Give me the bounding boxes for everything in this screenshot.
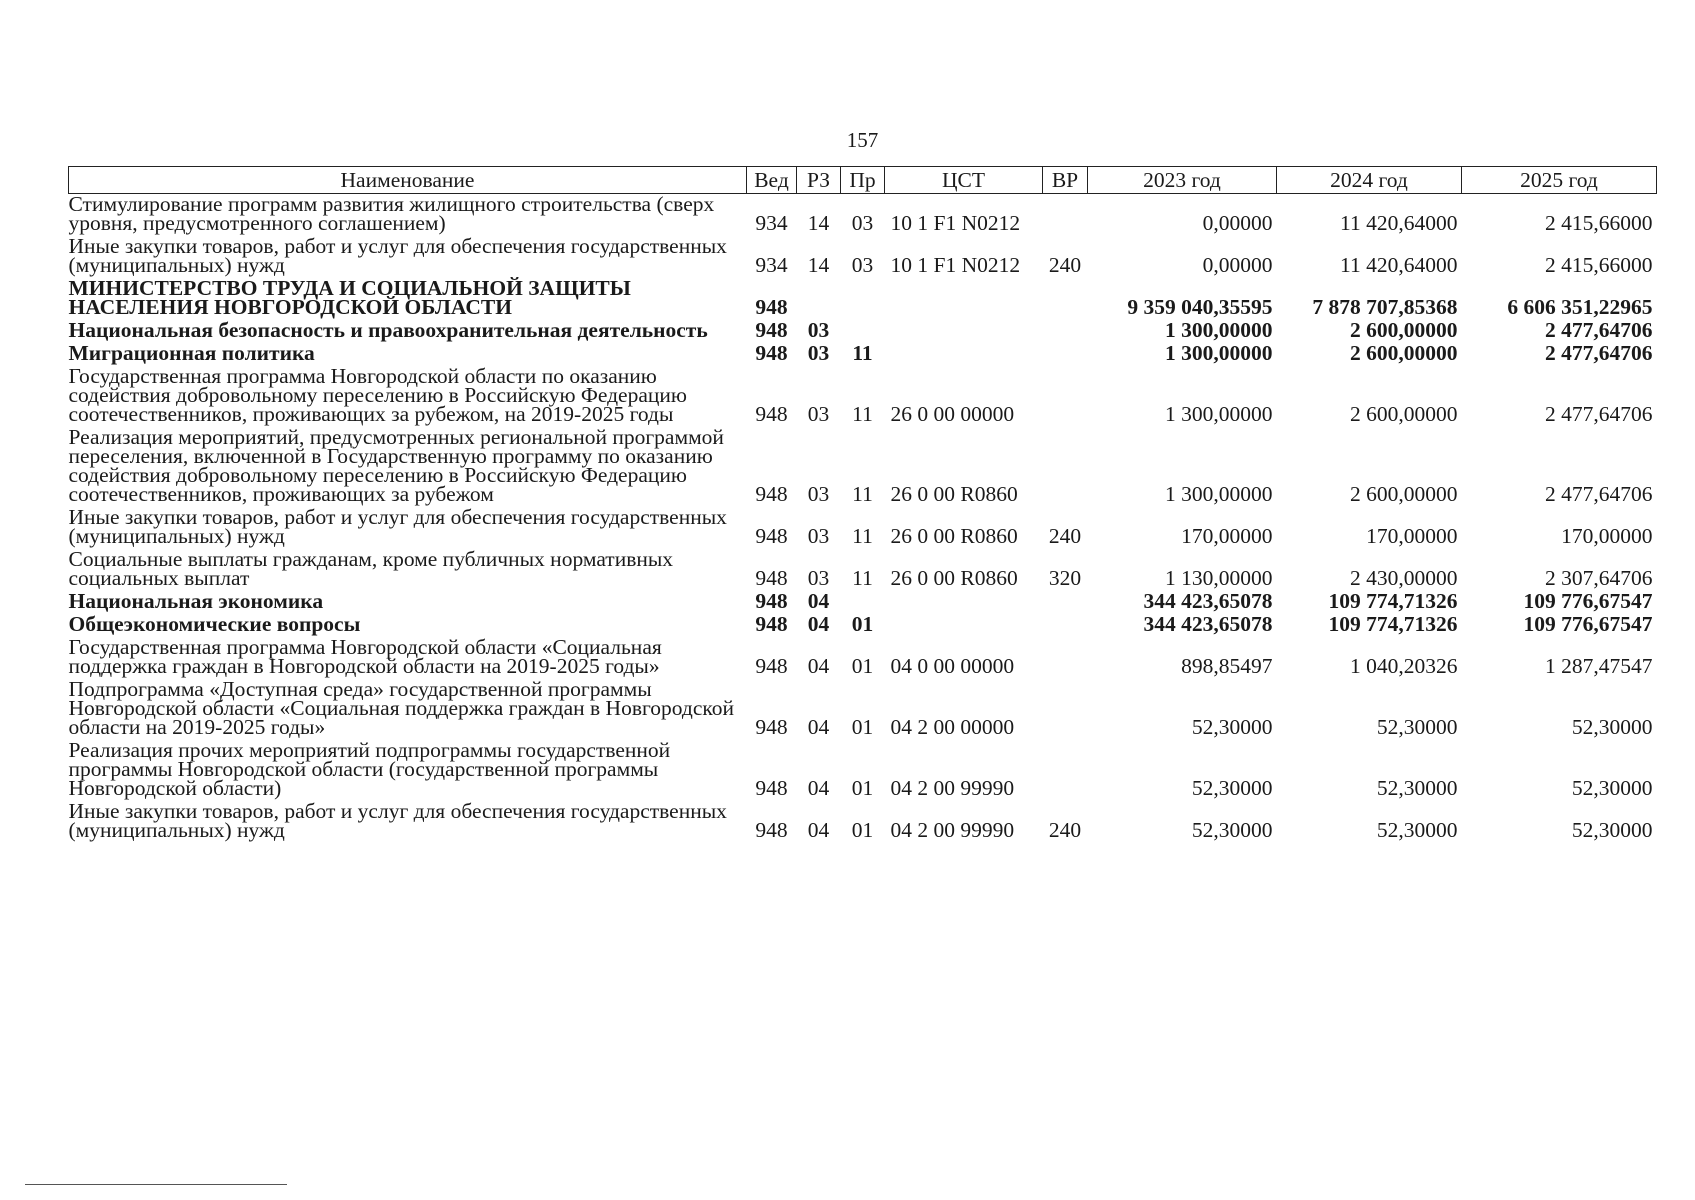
cell-y2025: 109 776,67547 [1523,589,1653,613]
cell-cst: 26 0 00 R0860 [890,566,1018,590]
table-row [69,507,1657,549]
cell-vr [1043,366,1088,427]
cell-y2023: 9 359 040,35595 [1127,295,1273,319]
header-rz: РЗ [797,167,841,194]
cell-y2024: 52,30000 [1376,776,1458,800]
cell-pr: 11 [852,524,873,548]
cell-y2024: 2 600,00000 [1350,482,1458,506]
cell-y2025: 52,30000 [1571,776,1653,800]
table-row [69,278,1657,320]
cell-rz [797,278,841,320]
cell-y2023: 1 300,00000 [1165,402,1273,426]
cell-y2023: 52,30000 [1191,818,1273,842]
cell-y2023: 344 423,65078 [1143,612,1273,636]
cell-y2023: 170,00000 [1181,524,1273,548]
cell-name: Общеэкономические вопросы [68,612,361,636]
cell-rz: 14 [807,211,830,235]
cell-y2023: 344 423,65078 [1143,589,1273,613]
cell-cst: 04 2 00 99990 [890,776,1015,800]
cell-y2023: 0,00000 [1202,253,1273,277]
cell-y2025: 109 776,67547 [1523,612,1653,636]
cell-y2024: 2 430,00000 [1350,566,1458,590]
cell-cst: 26 0 00 00000 [890,402,1015,426]
cell-name: Иные закупки товаров, работ и услуг для обеспечения государственных (муниципальных) нужд [68,799,727,842]
cell-ved: 948 [755,589,788,613]
cell-name: Иные закупки товаров, работ и услуг для обеспечения государственных (муниципальных) нужд [68,505,727,548]
cell-ved: 948 [755,715,788,739]
cell-ved: 948 [755,318,788,342]
cell-pr [841,278,885,320]
cell-rz: 04 [807,589,830,613]
cell-cst: 10 1 F1 N0212 [890,211,1021,235]
cell-pr: 11 [852,341,873,365]
cell-pr [841,320,885,343]
cell-ved: 948 [755,402,788,426]
table-row [69,591,1657,614]
cell-ved: 934 [755,211,788,235]
cell-pr [841,591,885,614]
cell-name: Национальная безопасность и правоохранительная деятельность [68,318,708,342]
cell-y2024: 109 774,71326 [1328,589,1458,613]
cell-cst [885,278,1043,320]
cell-vr [1043,343,1088,366]
table-row [69,236,1657,278]
header-name: Наименование [69,167,747,194]
table-body [69,194,1657,844]
cell-y2024: 2 600,00000 [1350,341,1458,365]
cell-pr: 01 [851,715,874,739]
cell-rz: 03 [807,566,830,590]
cell-name: Реализация прочих мероприятий подпрограммы государственной программы Новгородской области (государственной программы Новгородской области) [68,738,671,800]
cell-y2025: 2 477,64706 [1545,318,1653,342]
cell-ved: 934 [755,253,788,277]
cell-pr: 01 [851,654,874,678]
cell-y2023: 898,85497 [1181,654,1273,678]
table-row [69,366,1657,427]
footer-divider [25,1184,287,1185]
cell-y2025: 2 477,64706 [1545,482,1653,506]
cell-y2025: 2 477,64706 [1545,341,1653,365]
cell-ved: 948 [755,524,788,548]
cell-cst: 10 1 F1 N0212 [890,253,1021,277]
table-row [69,194,1657,237]
header-pr: Пр [841,167,885,194]
header-2023: 2023 год [1088,167,1277,194]
cell-y2023: 1 130,00000 [1165,566,1273,590]
budget-table [68,166,1657,843]
table-row [69,614,1657,637]
cell-vr [1043,591,1088,614]
cell-vr [1043,194,1088,237]
cell-y2024: 7 878 707,85368 [1312,295,1458,319]
cell-name: Подпрограмма «Доступная среда» государственной программы Новгородской области «Социальная поддержка граждан в Новгородской области на 2019-2025 годы» [68,677,734,739]
table-row [69,549,1657,591]
table-row [69,637,1657,679]
cell-cst: 04 2 00 00000 [890,715,1015,739]
cell-vr: 320 [1048,566,1082,590]
table-row [69,679,1657,740]
cell-vr [1043,740,1088,801]
cell-rz: 03 [807,402,830,426]
cell-pr: 01 [851,818,874,842]
cell-vr [1043,427,1088,507]
cell-rz: 04 [807,818,830,842]
cell-cst [885,614,1043,637]
cell-rz: 03 [807,341,830,365]
cell-rz: 04 [807,612,830,636]
cell-pr: 11 [852,402,873,426]
cell-cst [885,343,1043,366]
cell-y2025: 6 606 351,22965 [1507,295,1653,319]
cell-name: Государственная программа Новгородской области по оказанию содействия добровольному переселению в Российскую Федерацию соотечественников, проживающих за рубежом, на 2019-2025 годы [68,364,687,426]
cell-y2024: 109 774,71326 [1328,612,1458,636]
cell-y2023: 52,30000 [1191,776,1273,800]
cell-cst: 26 0 00 R0860 [890,482,1018,506]
cell-vr [1043,679,1088,740]
cell-vr [1043,614,1088,637]
header-2024: 2024 год [1277,167,1462,194]
cell-rz: 04 [807,654,830,678]
cell-vr [1043,320,1088,343]
cell-y2024: 170,00000 [1366,524,1458,548]
cell-rz: 04 [807,776,830,800]
cell-y2023: 0,00000 [1202,211,1273,235]
cell-y2025: 2 307,64706 [1545,566,1653,590]
cell-y2024: 2 600,00000 [1350,318,1458,342]
table-row [69,343,1657,366]
cell-y2024: 11 420,64000 [1340,211,1458,235]
cell-y2023: 52,30000 [1191,715,1273,739]
header-vr: ВР [1043,167,1088,194]
table-row [69,320,1657,343]
cell-cst [885,320,1043,343]
cell-cst: 26 0 00 R0860 [890,524,1018,548]
cell-y2023: 1 300,00000 [1165,318,1273,342]
cell-vr: 240 [1048,524,1082,548]
cell-rz: 03 [807,482,830,506]
table-row [69,801,1657,843]
cell-name: МИНИСТЕРСТВО ТРУДА И СОЦИАЛЬНОЙ ЗАЩИТЫ НАСЕЛЕНИЯ НОВГОРОДСКОЙ ОБЛАСТИ [68,276,631,319]
cell-y2025: 52,30000 [1571,715,1653,739]
cell-y2025: 2 477,64706 [1545,402,1653,426]
table-header [69,167,1657,194]
cell-ved: 948 [755,295,788,319]
cell-ved: 948 [755,612,788,636]
cell-vr [1043,637,1088,679]
cell-y2024: 2 600,00000 [1350,402,1458,426]
cell-y2025: 170,00000 [1561,524,1653,548]
cell-name: Иные закупки товаров, работ и услуг для обеспечения государственных (муниципальных) нужд [68,234,727,277]
cell-vr: 240 [1048,253,1082,277]
cell-name: Стимулирование программ развития жилищного строительства (сверх уровня, предусмотренного соглашением) [68,192,715,235]
cell-y2025: 2 415,66000 [1545,211,1653,235]
cell-y2025: 2 415,66000 [1545,253,1653,277]
cell-rz: 14 [807,253,830,277]
header-2025: 2025 год [1462,167,1657,194]
cell-vr [1043,278,1088,320]
cell-pr: 11 [852,482,873,506]
cell-y2024: 1 040,20326 [1350,654,1458,678]
cell-y2023: 1 300,00000 [1165,341,1273,365]
cell-rz: 04 [807,715,830,739]
cell-ved: 948 [755,776,788,800]
cell-ved: 948 [755,482,788,506]
cell-rz: 03 [807,318,830,342]
cell-pr: 11 [852,566,873,590]
cell-y2025: 52,30000 [1571,818,1653,842]
cell-cst: 04 2 00 99990 [890,818,1015,842]
page-number: 157 [846,128,879,152]
cell-pr: 03 [851,211,874,235]
cell-name: Национальная экономика [68,589,324,613]
header-ved: Вед [747,167,797,194]
cell-cst: 04 0 00 00000 [890,654,1015,678]
cell-pr: 03 [851,253,874,277]
cell-vr: 240 [1048,818,1082,842]
cell-name: Миграционная политика [68,341,315,365]
cell-y2025: 1 287,47547 [1545,654,1653,678]
table-row [69,427,1657,507]
cell-cst [885,591,1043,614]
cell-rz: 03 [807,524,830,548]
cell-name: Государственная программа Новгородской области «Социальная поддержка граждан в Новгородской области на 2019-2025 годы» [68,635,662,678]
cell-pr: 01 [851,776,874,800]
cell-name: Социальные выплаты гражданам, кроме публичных нормативных социальных выплат [68,547,674,590]
cell-ved: 948 [755,341,788,365]
table-row [69,740,1657,801]
cell-ved: 948 [755,818,788,842]
cell-pr: 01 [851,612,874,636]
cell-ved: 948 [755,566,788,590]
cell-y2024: 11 420,64000 [1340,253,1458,277]
cell-y2024: 52,30000 [1376,818,1458,842]
header-cst: ЦСТ [885,167,1043,194]
cell-name: Реализация мероприятий, предусмотренных региональной программой переселения, включенной в Государственную программу по оказанию содействия добровольному переселению в Российскую Федерацию соотечественников, проживающих за рубежом [68,425,724,506]
cell-y2024: 52,30000 [1376,715,1458,739]
cell-y2023: 1 300,00000 [1165,482,1273,506]
cell-ved: 948 [755,654,788,678]
